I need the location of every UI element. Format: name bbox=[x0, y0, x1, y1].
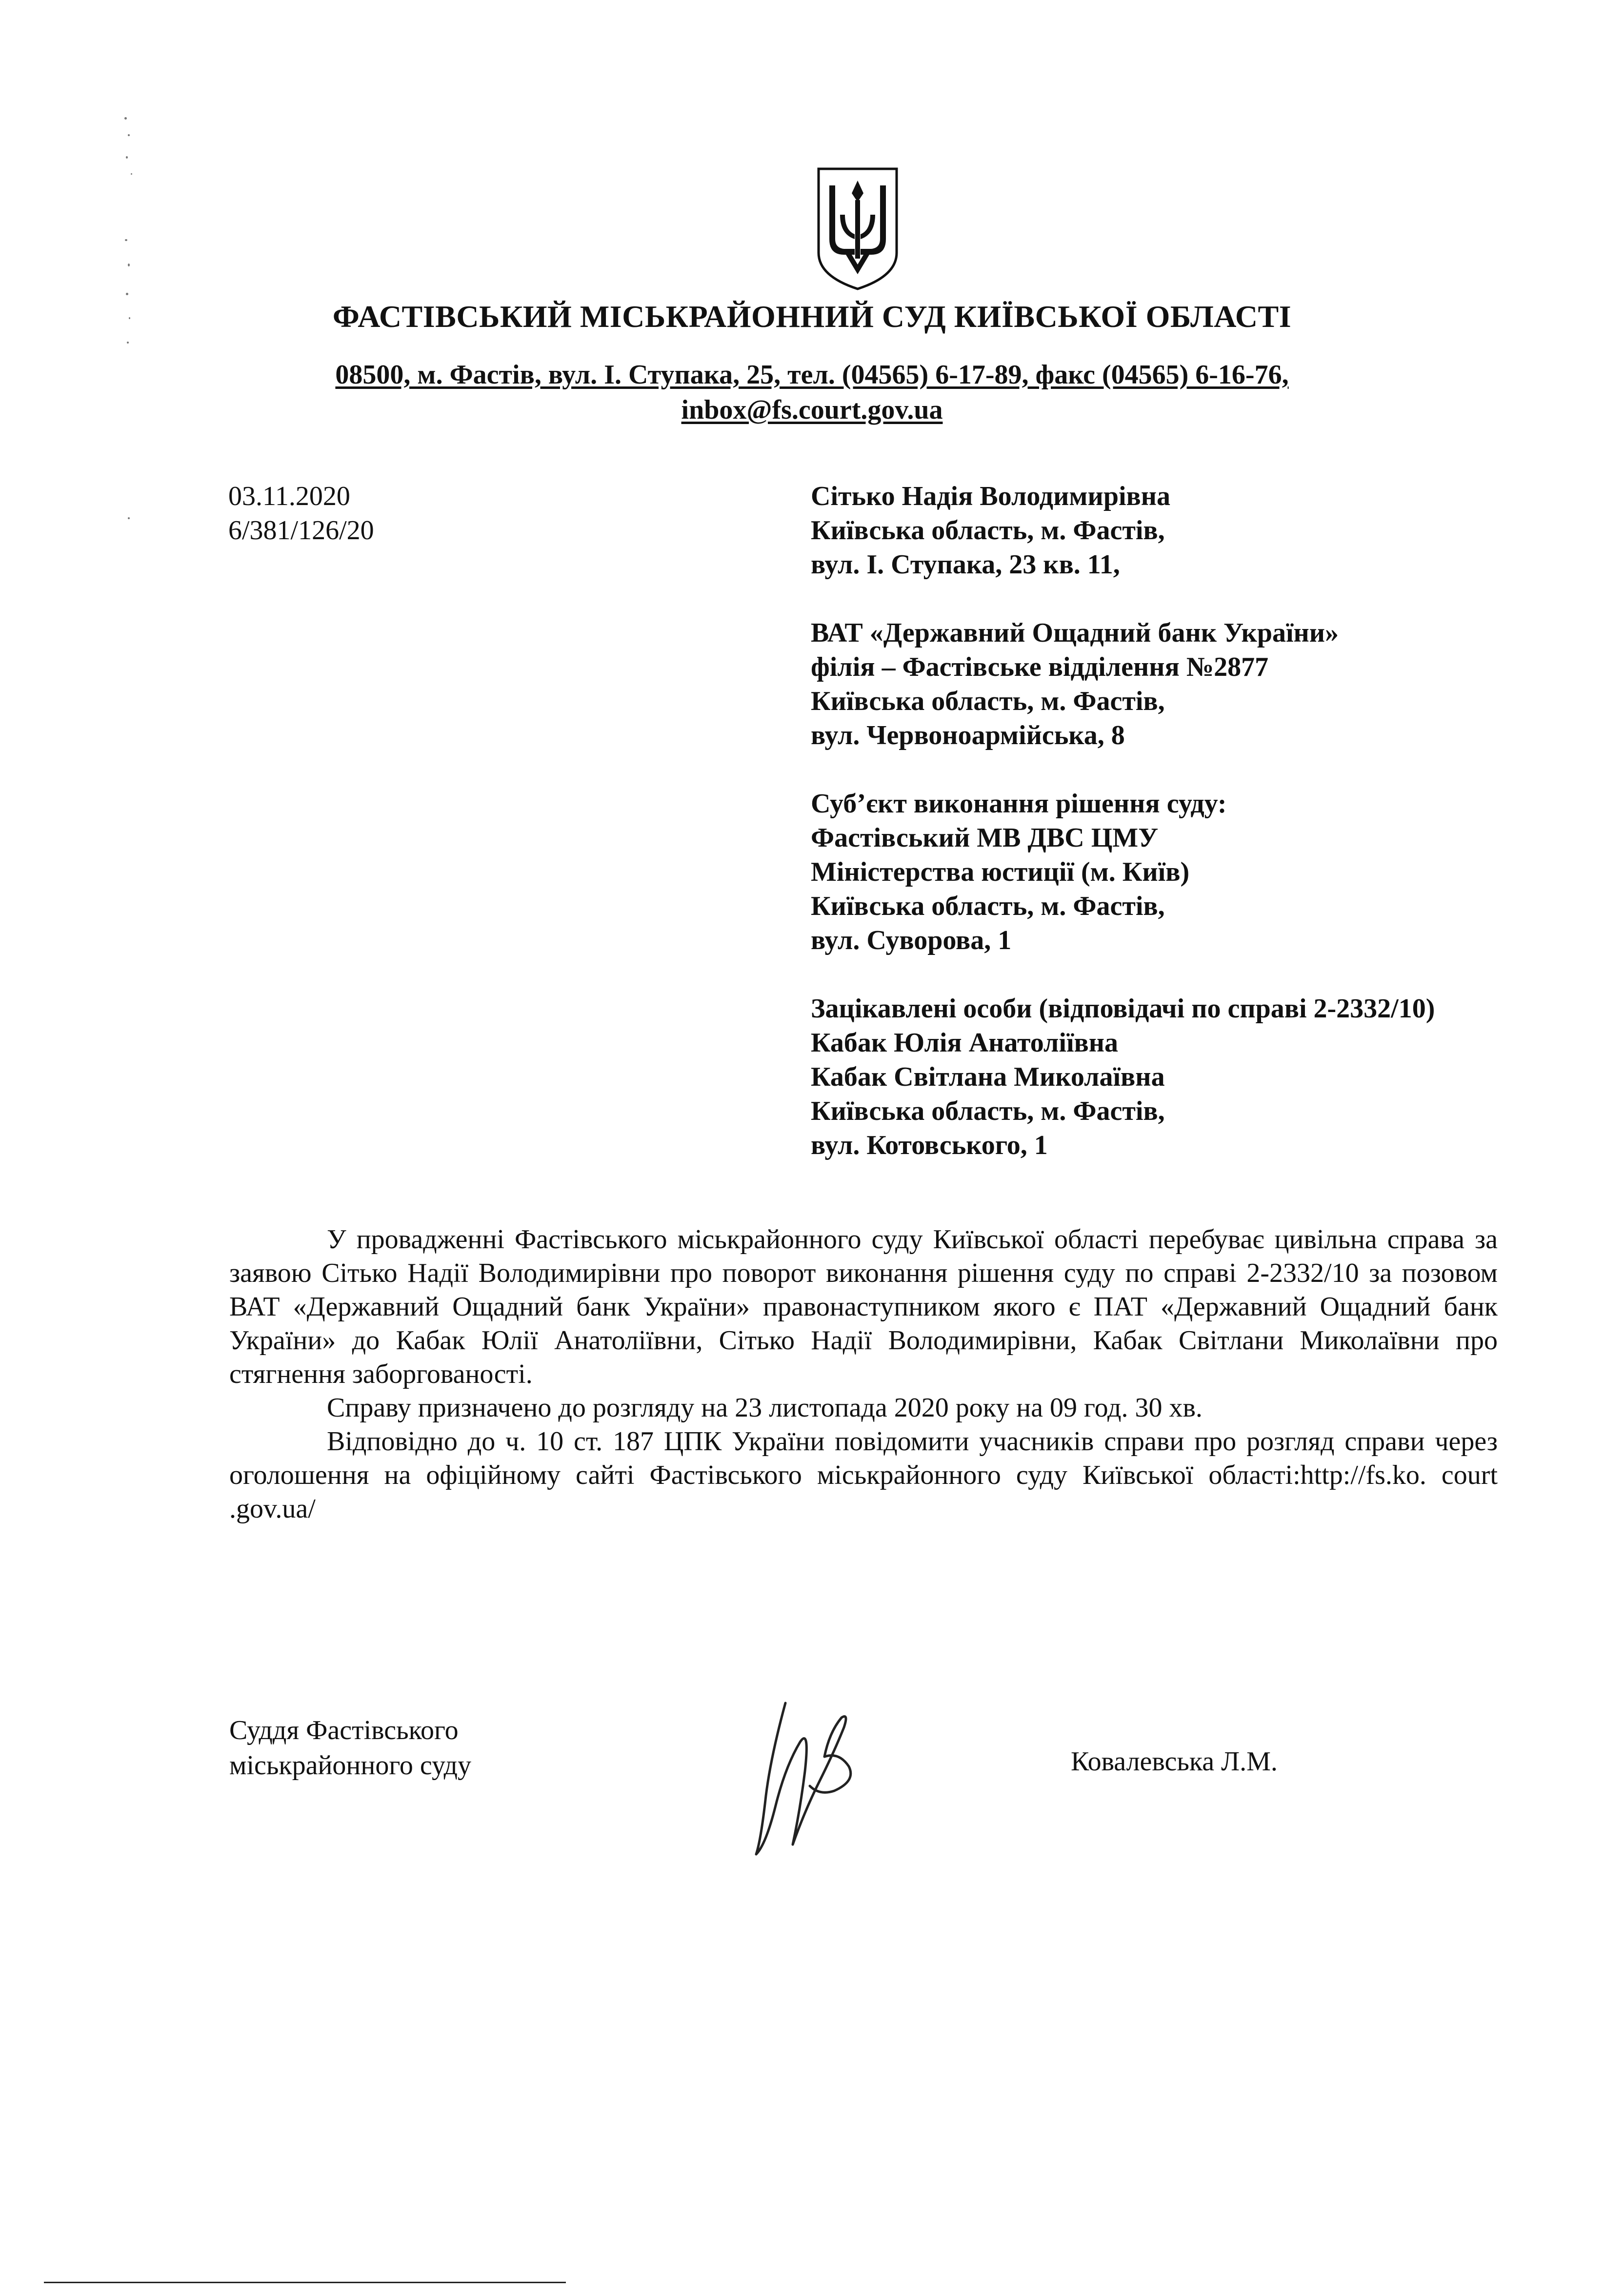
recipient-line: Київська область, м. Фастів, bbox=[811, 686, 1165, 716]
scan-edge-line bbox=[44, 2282, 566, 2283]
judge-name: Ковалевська Л.М. bbox=[1071, 1746, 1278, 1777]
recipient-line: філія – Фастівське відділення №2877 bbox=[811, 652, 1269, 682]
body-paragraph: Справу призначено до розгляду на 23 листопада 2020 року на 09 год. 30 хв. bbox=[327, 1393, 1203, 1423]
recipient-line: вул. І. Ступака, 23 кв. 11, bbox=[811, 549, 1120, 580]
recipient-line: Фастівський МВ ДВС ЦМУ bbox=[811, 823, 1159, 853]
body-paragraph: Відповідно до ч. 10 ст. 187 ЦПК України повідомити учасників справи про розгляд справи через оголошення на офіційному сайті Фастівського міськрайонного суду Київської області:http://fs.ko. court .gov.ua/ bbox=[229, 1426, 1498, 1524]
scan-speck bbox=[126, 293, 128, 295]
scan-speck bbox=[124, 117, 127, 120]
judge-title-line: міськрайонного суду bbox=[229, 1750, 472, 1781]
letter-meta bbox=[228, 479, 374, 547]
scan-speck bbox=[125, 239, 127, 241]
court-address-line: 08500, м. Фастів, вул. І. Ступака, 25, тел. (04565) 6-17-89, факс (04565) 6-16-76, bbox=[335, 360, 1289, 390]
recipient-line: Кабак Юлія Анатоліївна bbox=[811, 1028, 1119, 1058]
recipient-line: ВАТ «Державний Ощадний банк України» bbox=[811, 618, 1339, 648]
judge-title bbox=[229, 1713, 471, 1783]
judge-title-line: Суддя Фастівського bbox=[229, 1715, 459, 1745]
scan-speck bbox=[131, 173, 132, 175]
scan-speck bbox=[128, 134, 130, 136]
scan-speck bbox=[126, 156, 128, 159]
scan-speck bbox=[127, 342, 129, 344]
recipients-block bbox=[811, 479, 1435, 1196]
recipient-line: вул. Котовського, 1 bbox=[811, 1130, 1048, 1160]
recipient-line: Київська область, м. Фастів, bbox=[811, 891, 1165, 921]
scan-speck bbox=[128, 264, 130, 266]
court-address bbox=[0, 357, 1624, 427]
recipient bbox=[811, 992, 1435, 1162]
court-email[interactable]: inbox@fs.court.gov.ua bbox=[681, 395, 943, 425]
recipient-line: Київська область, м. Фастів, bbox=[811, 515, 1165, 546]
recipient-line: Суб’єкт виконання рішення суду: bbox=[811, 789, 1227, 819]
recipient-line: Київська область, м. Фастів, bbox=[811, 1096, 1165, 1126]
body-paragraph: У провадженні Фастівського міськрайонного суду Київської області перебуває цивільна справа за заявою Сітько Надії Володимирівни про поворот виконання рішення суду по справі 2-2332/10 за позовом ВАТ «Державний Ощадний банк України» правонаступником якого є ПАТ «Державний Ощадний банк України» до Кабак Юлії Анатоліївни, Сітько Надії Володимирівни, Кабак Світлани Миколаївни про стягнення заборгованості. bbox=[229, 1224, 1498, 1389]
recipient-line: вул. Суворова, 1 bbox=[811, 925, 1012, 955]
handwritten-signature bbox=[751, 1698, 859, 1864]
recipient-line: вул. Червоноармійська, 8 bbox=[811, 720, 1125, 750]
letter-date: 03.11.2020 bbox=[228, 481, 350, 511]
recipient-line: Міністерства юстиції (м. Київ) bbox=[811, 857, 1190, 887]
recipient-line: Зацікавлені особи (відповідачі по справі 2-2332/10) bbox=[811, 993, 1435, 1024]
court-name: ФАСТІВСЬКИЙ МІСЬКРАЙОННИЙ СУД КИЇВСЬКОЇ ОБЛАСТІ bbox=[332, 299, 1292, 334]
trident-coat-of-arms-icon bbox=[816, 166, 900, 292]
recipient bbox=[811, 616, 1435, 752]
recipient-line: Кабак Світлана Миколаївна bbox=[811, 1062, 1165, 1092]
letter-body bbox=[229, 1223, 1498, 1526]
recipient bbox=[811, 787, 1435, 957]
scan-speck bbox=[128, 517, 130, 519]
letter-ref-number: 6/381/126/20 bbox=[228, 515, 374, 546]
recipient-line: Сітько Надія Володимирівна bbox=[811, 481, 1171, 511]
recipient bbox=[811, 479, 1435, 582]
